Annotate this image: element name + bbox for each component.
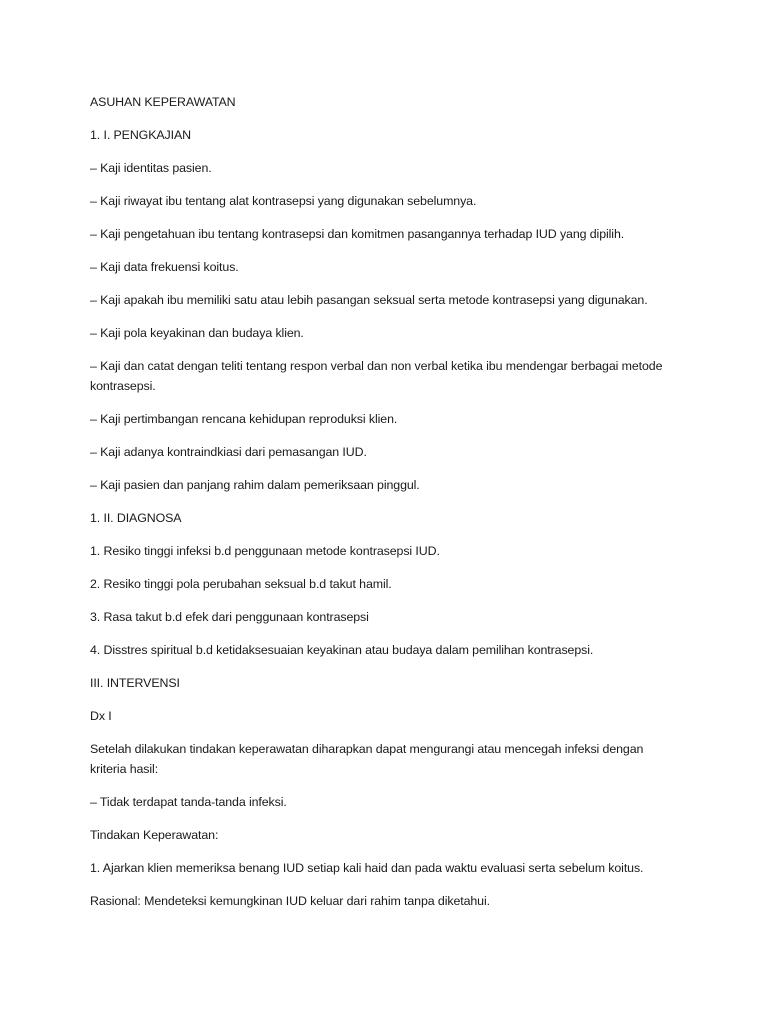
pengkajian-item: – Kaji apakah ibu memiliki satu atau lebih pasangan seksual serta metode kontrasepsi yang digunakan. xyxy=(90,293,648,307)
diagnosa-item: 3. Rasa takut b.d efek dari penggunaan kontrasepsi xyxy=(90,610,369,624)
diagnosa-item: 4. Disstres spiritual b.d ketidaksesuaian keyakinan atau budaya dalam pemilihan kontrasepsi. xyxy=(90,643,594,657)
intervensi-goal: Setelah dilakukan tindakan keperawatan diharapkan dapat mengurangi atau mencegah infeksi dengan kriteria hasil: xyxy=(90,742,644,776)
section-heading-pengkajian: 1. I. PENGKAJIAN xyxy=(90,128,191,142)
pengkajian-item: – Kaji pertimbangan rencana kehidupan reproduksi klien. xyxy=(90,412,398,426)
pengkajian-item: – Kaji dan catat dengan teliti tentang respon verbal dan non verbal ketika ibu mendengar berbagai metode kontrasepsi. xyxy=(90,359,663,393)
pengkajian-item: – Kaji pengetahuan ibu tentang kontrasepsi dan komitmen pasangannya terhadap IUD yang dipilih. xyxy=(90,227,625,241)
pengkajian-item: – Kaji adanya kontraindkiasi dari pemasangan IUD. xyxy=(90,445,367,459)
pengkajian-item: – Kaji pola keyakinan dan budaya klien. xyxy=(90,326,304,340)
pengkajian-item: – Kaji riwayat ibu tentang alat kontrasepsi yang digunakan sebelumnya. xyxy=(90,194,477,208)
intervensi-criteria: – Tidak terdapat tanda-tanda infeksi. xyxy=(90,795,287,809)
section-heading-diagnosa: 1. II. DIAGNOSA xyxy=(90,511,182,525)
pengkajian-item: – Kaji data frekuensi koitus. xyxy=(90,260,239,274)
section-heading-intervensi: III. INTERVENSI xyxy=(90,676,180,690)
tindakan-heading: Tindakan Keperawatan: xyxy=(90,828,219,842)
document-title: ASUHAN KEPERAWATAN xyxy=(90,95,236,109)
tindakan-item: 1. Ajarkan klien memeriksa benang IUD setiap kali haid dan pada waktu evaluasi serta sebelum koitus. xyxy=(90,861,644,875)
document-body xyxy=(90,92,680,924)
pengkajian-item: – Kaji identitas pasien. xyxy=(90,161,212,175)
diagnosa-item: 1. Resiko tinggi infeksi b.d penggunaan metode kontrasepsi IUD. xyxy=(90,544,440,558)
intervensi-dx-label: Dx I xyxy=(90,709,112,723)
pengkajian-item: – Kaji pasien dan panjang rahim dalam pemeriksaan pinggul. xyxy=(90,478,420,492)
rasional-item: Rasional: Mendeteksi kemungkinan IUD keluar dari rahim tanpa diketahui. xyxy=(90,894,490,908)
diagnosa-item: 2. Resiko tinggi pola perubahan seksual b.d takut hamil. xyxy=(90,577,392,591)
